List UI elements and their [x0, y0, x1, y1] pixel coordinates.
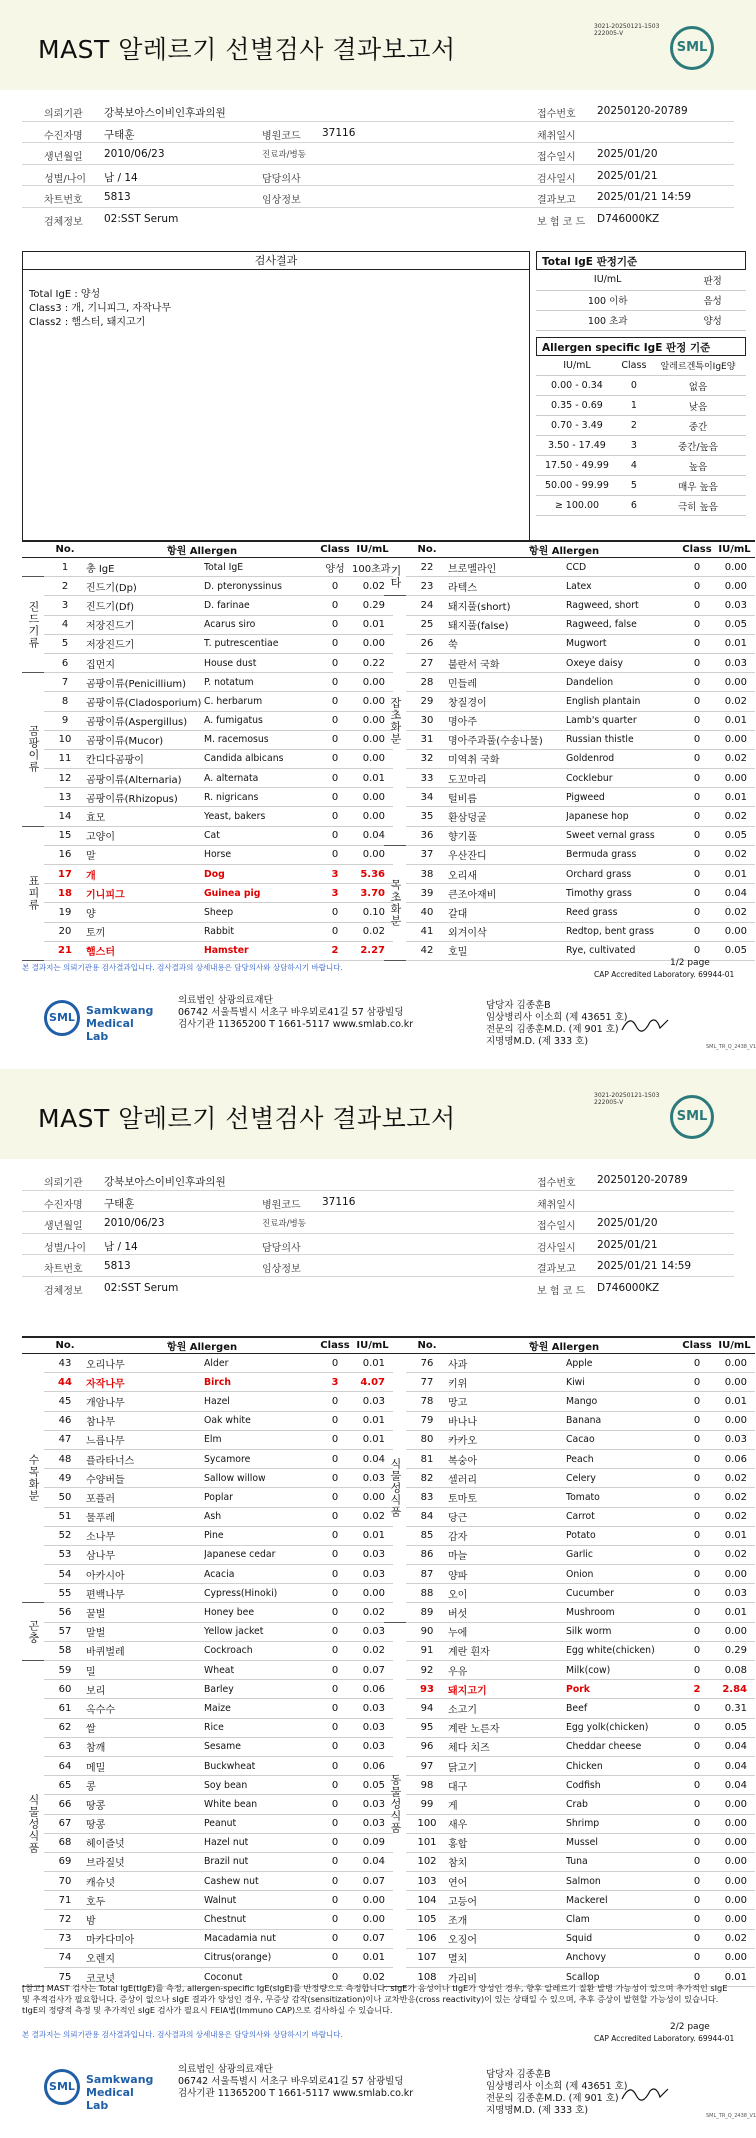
allergen-row: 12 곰팡이류(Alternaria) A. alternata 0 0.01	[22, 769, 393, 788]
allergen-row: 34 털비름 Pigweed 0 0.01	[384, 788, 755, 807]
allergen-row: 45 개암나무 Hazel 0 0.03	[22, 1392, 393, 1411]
allergen-row: 89 버섯 Mushroom 0 0.01	[384, 1603, 755, 1622]
allergen-row: 31 명아주과풀(수송나물) Russian thistle 0 0.00	[384, 730, 755, 749]
allergen-row: 62 쌀 Rice 0 0.03	[22, 1718, 393, 1737]
allergen-row: 36 향기풀 Sweet vernal grass 0 0.05	[384, 826, 755, 845]
criteria-row: 17.50 - 49.99 4 높음	[536, 456, 746, 476]
group-label: 식물성식품	[22, 1661, 44, 1987]
page-number: 1/2 page	[670, 958, 710, 968]
allergen-row: 28 민들레 Dandelion 0 0.00	[384, 673, 755, 692]
allergen-row: 54 아카시아 Acacia 0 0.03	[22, 1565, 393, 1584]
allergen-row: 9 곰팡이류(Aspergillus) A. fumigatus 0 0.00	[22, 711, 393, 730]
allergen-row: 57 말벌 Yellow jacket 0 0.03	[22, 1622, 393, 1641]
allergen-row: 25 돼지풀(false) Ragweed, false 0 0.05	[384, 615, 755, 634]
table-header: No. 항원 Allergen Class IU/mL	[384, 1337, 755, 1354]
allergen-row: 84 당근 Carrot 0 0.02	[384, 1507, 755, 1526]
total-criteria-title: Total IgE 판정기준	[536, 251, 746, 270]
samkwang-logo: SML Samkwang Medical Lab	[44, 2069, 134, 2109]
criteria-row: 0.70 - 3.49 2 중간	[536, 416, 746, 436]
result-header: 검사결과	[23, 252, 529, 270]
group-label	[22, 558, 44, 577]
cap-note: CAP Accredited Laboratory. 69944-01	[594, 970, 735, 979]
patient-info: 의뢰기관 강북보아스이비인후과의원 접수번호 20250120-20789 수진자명 구태훈 병원코드 37116 채취일시 생년월일 2010/06/23 진료과/병동 접수일시 2025/01/20 성별/나이 남 / 14 담당의사 검사일시 2025/01/21 차트번호 5813 임상정보 결과보고 2025/01/21 14:59 검체정보 02:SST Serum 보 험 코 드 D746000KZ	[22, 1169, 734, 1298]
criteria-row: 50.00 - 99.99 5 매우 높음	[536, 476, 746, 496]
allergen-row: 71 호두 Walnut 0 0.00	[22, 1891, 393, 1910]
allergen-row: 58 바퀴벌레 Cockroach 0 0.02	[22, 1641, 393, 1660]
allergen-row: 44 자작나무 Birch 3 4.07	[22, 1373, 393, 1392]
group-label: 동물성식품	[384, 1622, 406, 1987]
allergen-row: 65 콩 Soy bean 0 0.05	[22, 1776, 393, 1795]
allergen-row: 83 토마토 Tomato 0 0.02	[384, 1488, 755, 1507]
allergen-row: 105 조개 Clam 0 0.00	[384, 1910, 755, 1929]
footer: SML Samkwang Medical Lab 의료법인 삼광의료재단 06742 서울특별시 서초구 바우뫼로41길 57 삼광빌딩 검사기관 11365200 T 1661-5117 www.smlab.co.kr 담당자 김종훈B 임상병리사 이소희 (제 43651 호) 전문의 김종훈M.D. (제 901 호) 지명명M.D. (제 333 호) SML_TR_Q_2438_V1	[0, 2059, 756, 2129]
group-label: 진드기류	[22, 577, 44, 673]
allergen-row: 92 우유 Milk(cow) 0 0.08	[384, 1661, 755, 1680]
allergen-row: 18 기니피그 Guinea pig 3 3.70	[22, 884, 393, 903]
allergen-row: 41 외겨이삭 Redtop, bent grass 0 0.00	[384, 922, 755, 941]
allergen-row: 75 코코넛 Coconut 0 0.02	[22, 1968, 393, 1987]
allergen-row: 55 편백나무 Cypress(Hinoki) 0 0.00	[22, 1584, 393, 1603]
allergen-row: 21 햄스터 Hamster 2 2.27	[22, 941, 393, 960]
allergen-row: 53 삼나무 Japanese cedar 0 0.03	[22, 1545, 393, 1564]
allergen-row: 13 곰팡이류(Rhizopus) R. nigricans 0 0.00	[22, 788, 393, 807]
allergen-row: 93 돼지고기 Pork 2 2.84	[384, 1680, 755, 1699]
criteria-row: 0.35 - 0.69 1 낮음	[536, 396, 746, 416]
allergen-row: 표피류 15 고양이 Cat 0 0.04	[22, 826, 393, 845]
allergen-row: 51 물푸레 Ash 0 0.02	[22, 1507, 393, 1526]
table-header: No. 항원 Allergen Class IU/mL	[22, 541, 393, 558]
allergen-row: 10 곰팡이류(Mucor) M. racemosus 0 0.00	[22, 730, 393, 749]
allergen-row: 52 소나무 Pine 0 0.01	[22, 1526, 393, 1545]
doc-id: 3021-20250121-1503 222005-Ⅴ	[594, 23, 660, 37]
group-label: 수목화분	[22, 1354, 44, 1603]
sml-logo: SML	[670, 26, 714, 70]
specific-criteria-title: Allergen specific IgE 판정 기준	[536, 337, 746, 356]
group-label: 잡초화분	[384, 596, 406, 845]
page-title: MAST 알레르기 선별검사 결과보고서	[38, 1104, 456, 1133]
allergen-row: 81 복숭아 Peach 0 0.06	[384, 1449, 755, 1468]
allergen-row: 40 갈대 Reed grass 0 0.02	[384, 903, 755, 922]
allergen-row: 23 라텍스 Latex 0 0.00	[384, 577, 755, 596]
group-label: 표피류	[22, 826, 44, 960]
allergen-row: 39 큰조아재비 Timothy grass 0 0.04	[384, 884, 755, 903]
allergen-row: 19 양 Sheep 0 0.10	[22, 903, 393, 922]
allergen-row: 1 총 IgE Total IgE 양성 100초과	[22, 558, 393, 577]
group-label: 목초화분	[384, 845, 406, 960]
footer: SML Samkwang Medical Lab 의료법인 삼광의료재단 06742 서울특별시 서초구 바우뫼로41길 57 삼광빌딩 검사기관 11365200 T 1661-5117 www.smlab.co.kr 담당자 김종훈B 임상병리사 이소희 (제 43651 호) 전문의 김종훈M.D. (제 901 호) 지명명M.D. (제 333 호) SML_TR_Q_2438_V1	[0, 990, 756, 1060]
criteria-row: ≥ 100.00 6 극히 높음	[536, 496, 746, 516]
allergen-row: 95 계란 노른자 Egg yolk(chicken) 0 0.05	[384, 1718, 755, 1737]
allergen-row: 8 곰팡이류(Cladosporium) C. herbarum 0 0.00	[22, 692, 393, 711]
allergen-row: 3 진드기(Df) D. farinae 0 0.29	[22, 596, 393, 615]
allergen-row: 곰팡이류 7 곰팡이류(Penicillium) P. notatum 0 0.00	[22, 673, 393, 692]
allergen-row: 4 저장진드기 Acarus siro 0 0.01	[22, 615, 393, 634]
allergen-row: 100 새우 Shrimp 0 0.00	[384, 1814, 755, 1833]
allergen-row: 곤충 56 꿀벌 Honey bee 0 0.02	[22, 1603, 393, 1622]
doc-id: 3021-20250121-1503 222005-Ⅴ	[594, 1092, 660, 1106]
allergen-row: 20 토끼 Rabbit 0 0.02	[22, 922, 393, 941]
allergen-row: 82 셀러리 Celery 0 0.02	[384, 1469, 755, 1488]
allergen-row: 33 도꼬마리 Cocklebur 0 0.00	[384, 769, 755, 788]
result-line: Class2 : 햄스터, 돼지고기	[29, 317, 146, 328]
allergen-row: 108 가리비 Scallop 0 0.01	[384, 1968, 755, 1987]
allergen-row: 98 대구 Codfish 0 0.04	[384, 1776, 755, 1795]
reference-note: [참고] MAST 검사는 Total IgE(tIgE)를 측정, allergen-specific IgE(sIgE)를 반정량으로 측정합니다. sIgE가 음성이나 tIgE가 양성인 경우, 향후 알레르기 질환 발병 가능성이 있으며 추가적인 sIgE 및 추적검사가 필요합니다. 증상이 없으나 sIgE 결과가 양성인 경우, 무증상 감작(sensitization)이나 교차반응(cross reactivity)이 있는 상태일 수 있으며, 추후 증상이 발현할 가능성이 있습니다. tIgE의 정량적 측정 및 추가적인 sIgE 검사가 필요시 FEIA법(Immuno CAP)으로 검사하실 수 있습니다.	[22, 1983, 728, 2015]
allergen-row: 6 집먼지 House dust 0 0.22	[22, 653, 393, 672]
allergen-row: 49 수양버들 Sallow willow 0 0.03	[22, 1469, 393, 1488]
allergen-row: 기타 22 브로멜라인 CCD 0 0.00	[384, 558, 755, 577]
allergen-row: 46 참나무 Oak white 0 0.01	[22, 1411, 393, 1430]
table-header: No. 항원 Allergen Class IU/mL	[22, 1337, 393, 1354]
allergen-row: 16 말 Horse 0 0.00	[22, 845, 393, 864]
group-label: 곤충	[22, 1603, 44, 1661]
allergen-row: 잡초화분 24 돼지풀(short) Ragweed, short 0 0.03	[384, 596, 755, 615]
allergen-row: 17 개 Dog 3 5.36	[22, 865, 393, 884]
allergen-row: 68 헤이즐넛 Hazel nut 0 0.09	[22, 1833, 393, 1852]
group-label: 기타	[384, 558, 406, 596]
allergen-row: 78 망고 Mango 0 0.01	[384, 1392, 755, 1411]
allergen-row: 104 고등어 Mackerel 0 0.00	[384, 1891, 755, 1910]
allergen-table-p2-left	[22, 1336, 393, 1987]
allergen-row: 수목화분 43 오리나무 Alder 0 0.01	[22, 1354, 393, 1373]
allergen-row: 48 플라타너스 Sycamore 0 0.04	[22, 1449, 393, 1468]
result-line: Class3 : 개, 기니피그, 자작나무	[29, 303, 172, 314]
criteria-row: 3.50 - 17.49 3 중간/높음	[536, 436, 746, 456]
allergen-row: 103 연어 Salmon 0 0.00	[384, 1872, 755, 1891]
group-label: 곰팡이류	[22, 673, 44, 827]
allergen-row: 102 참치 Tuna 0 0.00	[384, 1852, 755, 1871]
allergen-row: 87 양파 Onion 0 0.00	[384, 1565, 755, 1584]
allergen-row: 식물성식품 59 밀 Wheat 0 0.07	[22, 1661, 393, 1680]
total-criteria-table: IU/mL 판정 100 이하 음성 100 초과 양성	[536, 270, 746, 331]
samkwang-logo: SML Samkwang Medical Lab	[44, 1000, 134, 1040]
criteria-panel	[536, 251, 746, 516]
allergen-row: 66 땅콩 White bean 0 0.03	[22, 1795, 393, 1814]
blue-note: 본 결과지는 의뢰기관용 검사결과입니다. 검사결과의 상세내용은 담당의사와 상담하시기 바랍니다.	[22, 963, 343, 972]
allergen-row: 91 계란 흰자 Egg white(chicken) 0 0.29	[384, 1641, 755, 1660]
allergen-row: 35 환삼덩굴 Japanese hop 0 0.02	[384, 807, 755, 826]
cap-note: CAP Accredited Laboratory. 69944-01	[594, 2034, 735, 2043]
blue-note: 본 결과지는 의뢰기관용 검사결과입니다. 검사결과의 상세내용은 담당의사와 상담하시기 바랍니다.	[22, 2030, 343, 2039]
report-page-2	[0, 1069, 756, 2138]
allergen-row: 47 느릅나무 Elm 0 0.01	[22, 1430, 393, 1449]
allergen-row: 74 오렌지 Citrus(orange) 0 0.01	[22, 1948, 393, 1967]
table-header: No. 항원 Allergen Class IU/mL	[384, 541, 755, 558]
specific-criteria-table: IU/mL Class 알레르겐특이IgE양 0.00 - 0.34 0 없음 0.35 - 0.69 1 낮음 0.70 - 3.49 2 중간 3.50 - 17.49 3 중간/높음 17.50 - 49.99 4 높음 50.00 - 99.99 5 매우 높음 ≥ 100.00 6 극히 높음	[536, 356, 746, 517]
allergen-row: 85 감자 Potato 0 0.01	[384, 1526, 755, 1545]
allergen-row: 107 멸치 Anchovy 0 0.00	[384, 1948, 755, 1967]
allergen-row: 96 체다 치즈 Cheddar cheese 0 0.04	[384, 1737, 755, 1756]
allergen-row: 32 미역취 국화 Goldenrod 0 0.02	[384, 749, 755, 768]
allergen-row: 14 효모 Yeast, bakers 0 0.00	[22, 807, 393, 826]
patient-info: 의뢰기관 강북보아스이비인후과의원 접수번호 20250120-20789 수진자명 구태훈 병원코드 37116 채취일시 생년월일 2010/06/23 진료과/병동 접수일시 2025/01/20 성별/나이 남 / 14 담당의사 검사일시 2025/01/21 차트번호 5813 임상정보 결과보고 2025/01/21 14:59 검체정보 02:SST Serum 보 험 코 드 D746000KZ	[22, 100, 734, 229]
allergen-row: 30 명아주 Lamb's quarter 0 0.01	[384, 711, 755, 730]
allergen-row: 29 창질경이 English plantain 0 0.02	[384, 692, 755, 711]
allergen-row: 88 오이 Cucumber 0 0.03	[384, 1584, 755, 1603]
allergen-row: 67 땅콩 Peanut 0 0.03	[22, 1814, 393, 1833]
allergen-row: 64 메밀 Buckwheat 0 0.06	[22, 1756, 393, 1775]
allergen-row: 61 옥수수 Maize 0 0.03	[22, 1699, 393, 1718]
allergen-row: 38 오리새 Orchard grass 0 0.01	[384, 865, 755, 884]
allergen-row: 식물성식품 76 사과 Apple 0 0.00	[384, 1354, 755, 1373]
allergen-table-p1-left	[22, 540, 393, 961]
allergen-row: 79 바나나 Banana 0 0.00	[384, 1411, 755, 1430]
criteria-row: 0.00 - 0.34 0 없음	[536, 376, 746, 396]
allergen-row: 86 마늘 Garlic 0 0.02	[384, 1545, 755, 1564]
allergen-row: 63 참깨 Sesame 0 0.03	[22, 1737, 393, 1756]
allergen-row: 동물성식품 90 누에 Silk worm 0 0.00	[384, 1622, 755, 1641]
allergen-row: 50 포플러 Poplar 0 0.00	[22, 1488, 393, 1507]
allergen-row: 80 카카오 Cacao 0 0.03	[384, 1430, 755, 1449]
sml-logo: SML	[670, 1095, 714, 1139]
allergen-row: 60 보리 Barley 0 0.06	[22, 1680, 393, 1699]
result-line: Total IgE : 양성	[29, 289, 101, 300]
allergen-row: 73 마카다미아 Macadamia nut 0 0.07	[22, 1929, 393, 1948]
allergen-row: 72 밤 Chestnut 0 0.00	[22, 1910, 393, 1929]
signature-icon	[620, 2081, 670, 2105]
allergen-table-p1-right	[384, 540, 755, 961]
allergen-row: 26 쑥 Mugwort 0 0.01	[384, 634, 755, 653]
allergen-row: 101 홍합 Mussel 0 0.00	[384, 1833, 755, 1852]
allergen-row: 94 소고기 Beef 0 0.31	[384, 1699, 755, 1718]
test-result-box	[22, 251, 530, 541]
allergen-row: 42 호밀 Rye, cultivated 0 0.05	[384, 941, 755, 960]
allergen-row: 진드기류 2 진드기(Dp) D. pteronyssinus 0 0.02	[22, 577, 393, 596]
allergen-row: 97 닭고기 Chicken 0 0.04	[384, 1756, 755, 1775]
page-title: MAST 알레르기 선별검사 결과보고서	[38, 35, 456, 64]
allergen-row: 106 오징어 Squid 0 0.02	[384, 1929, 755, 1948]
allergen-row: 목초화분 37 우산잔디 Bermuda grass 0 0.02	[384, 845, 755, 864]
allergen-row: 11 칸디다곰팡이 Candida albicans 0 0.00	[22, 749, 393, 768]
allergen-row: 27 불란서 국화 Oxeye daisy 0 0.03	[384, 653, 755, 672]
allergen-table-p2-right	[384, 1336, 755, 1987]
allergen-row: 77 키위 Kiwi 0 0.00	[384, 1373, 755, 1392]
signature-icon	[620, 1012, 670, 1036]
allergen-row: 70 캐슈넛 Cashew nut 0 0.07	[22, 1872, 393, 1891]
group-label: 식물성식품	[384, 1354, 406, 1623]
allergen-row: 69 브라질넛 Brazil nut 0 0.04	[22, 1852, 393, 1871]
allergen-row: 99 게 Crab 0 0.00	[384, 1795, 755, 1814]
allergen-row: 5 저장진드기 T. putrescentiae 0 0.00	[22, 634, 393, 653]
page-number: 2/2 page	[670, 2022, 710, 2032]
